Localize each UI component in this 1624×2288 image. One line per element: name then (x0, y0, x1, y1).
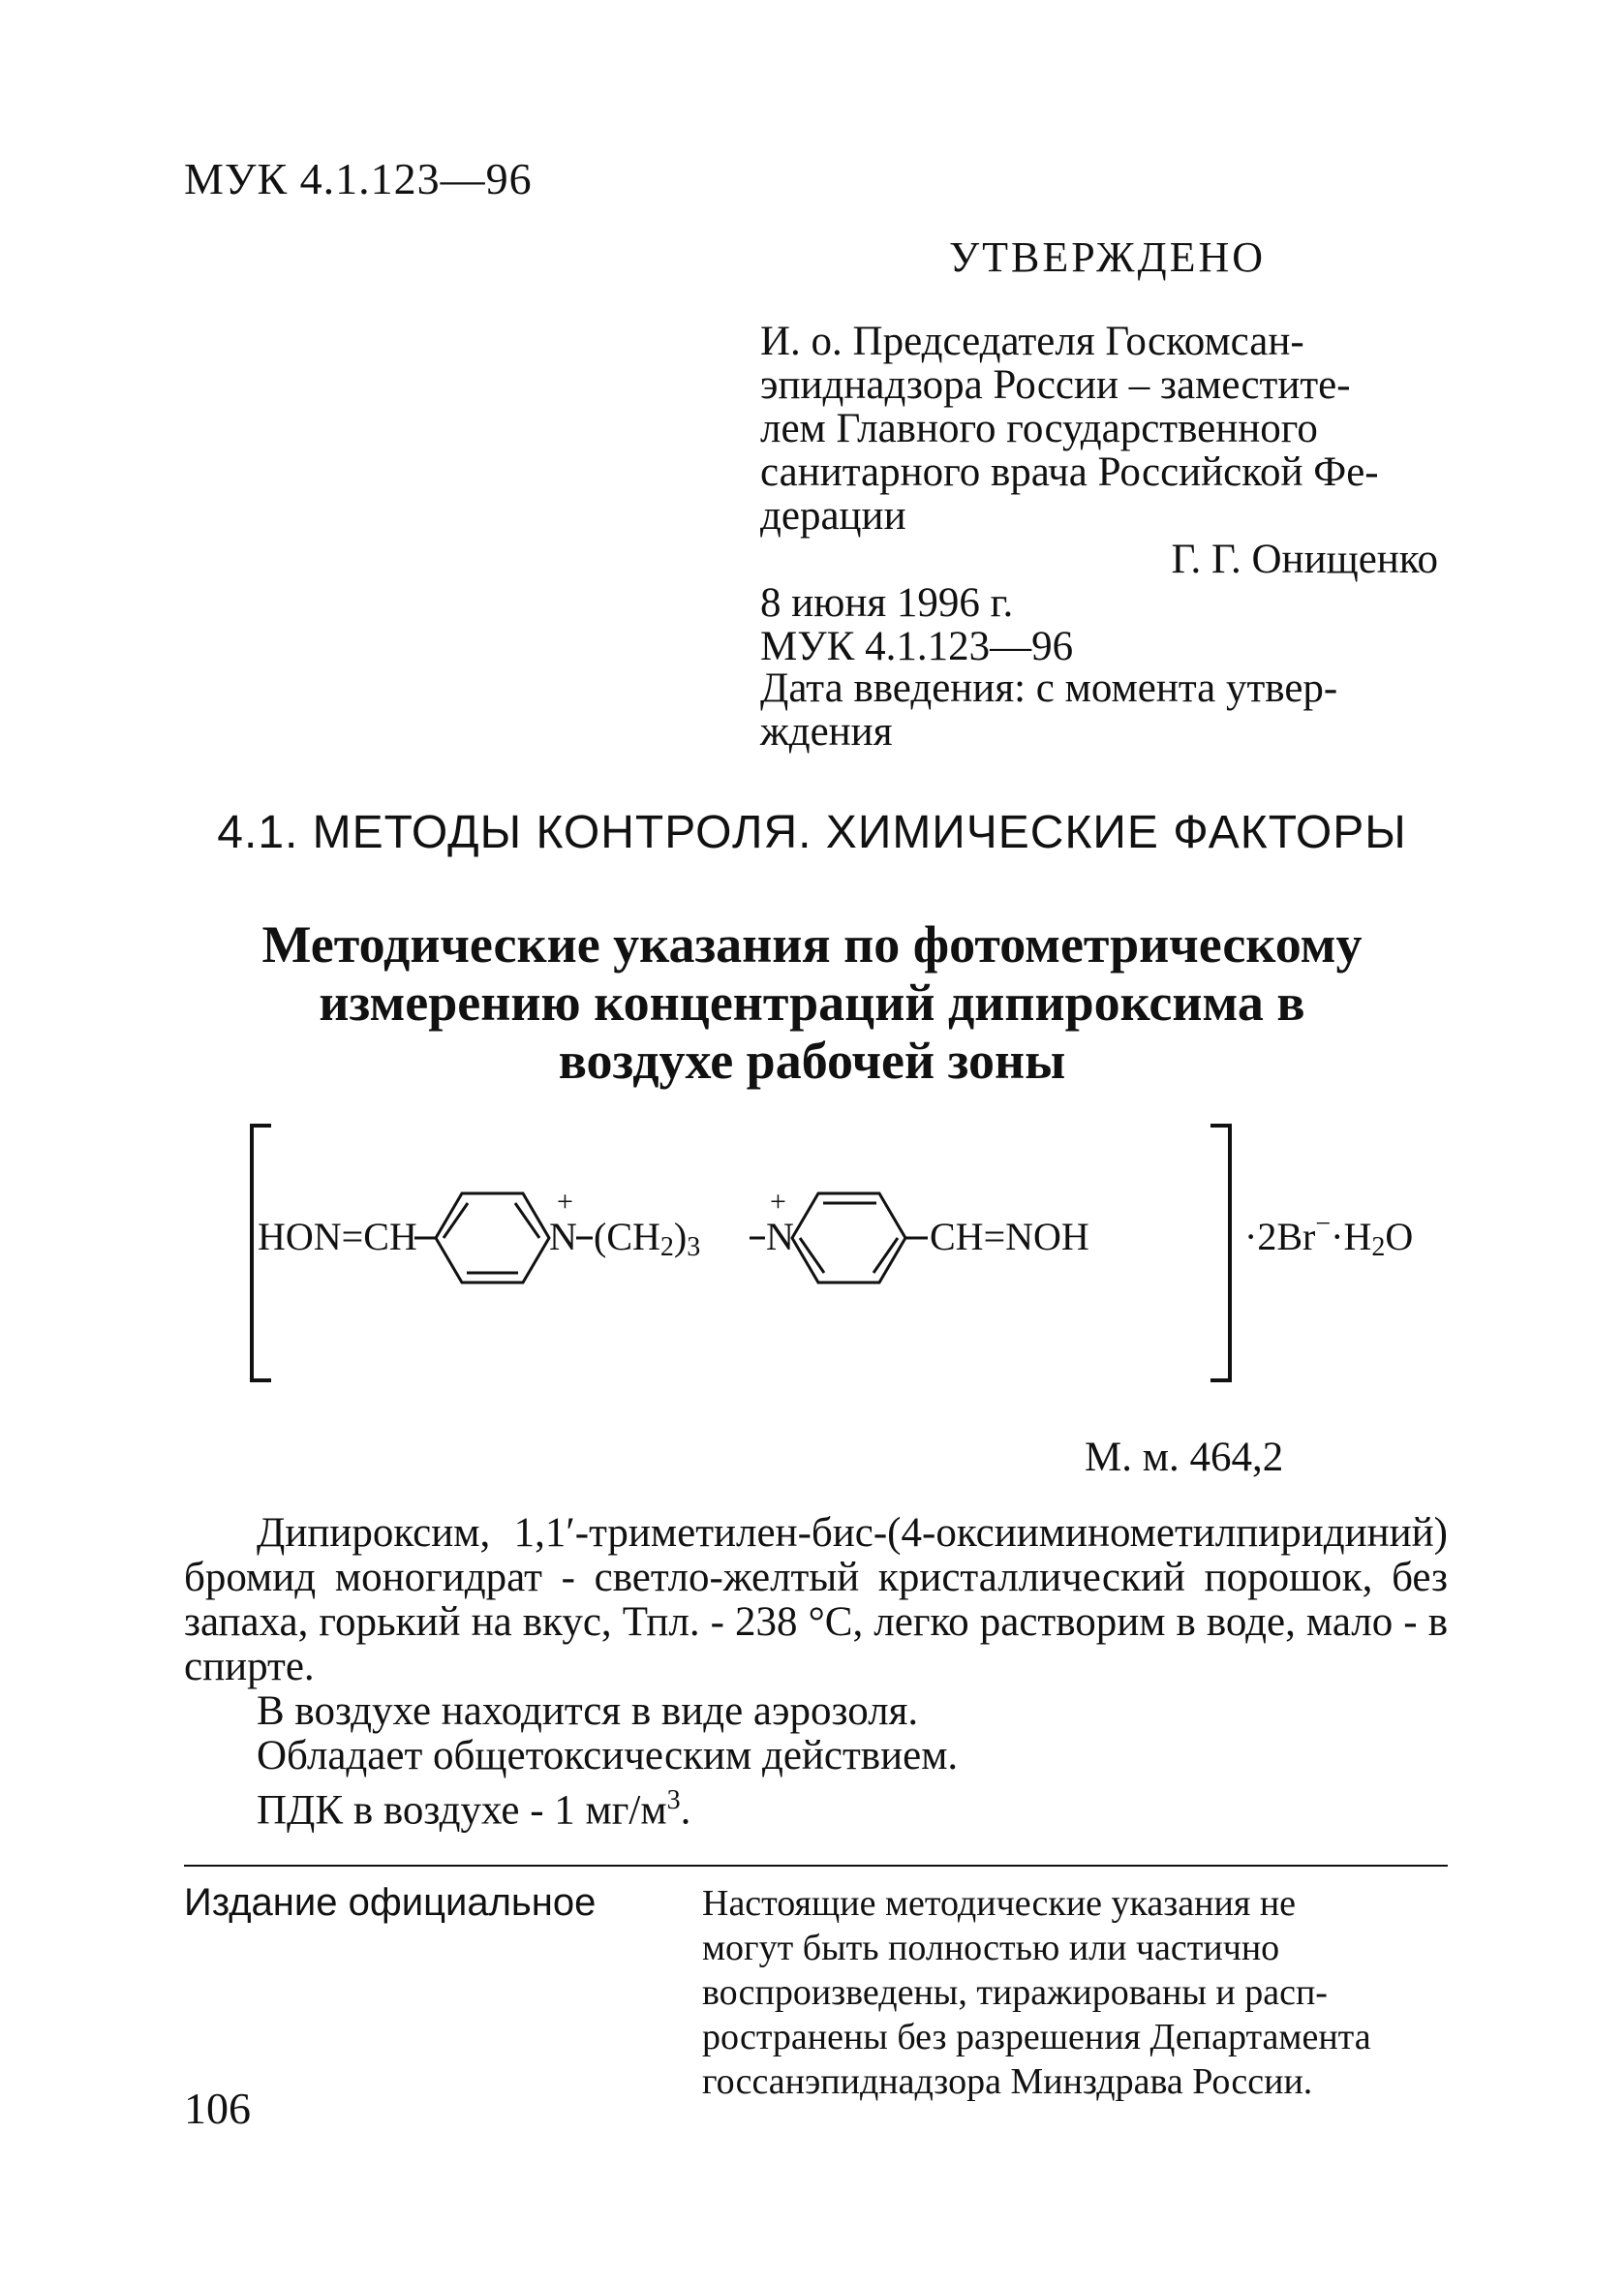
notice-line: Настоящие методические указания не (702, 1883, 1297, 1924)
official-edition-label: Издание официальное (184, 1881, 597, 1924)
description-text (184, 1511, 1448, 1833)
notice-line: могут быть полностью или частично (702, 1928, 1280, 1968)
document-title (145, 915, 1479, 1090)
molar-mass: М. м. 464,2 (1085, 1435, 1284, 1480)
counter-ion: ·2Br−·H2O (1244, 1209, 1414, 1262)
description-paragraph: Дипироксим, 1,1′-триметилен-бис-(4-оксииминометилпиридиний) бромид моногидрат - светло-желтый кристаллический порошок, без запаха, горький на вкус, Тпл. - 238 °С, легко растворим в воде, мало - в спирте. (184, 1510, 1448, 1689)
mac-value: ПДК в воздухе - 1 $мг/м^3$. (257, 1785, 691, 1834)
pyridine-ring-right (792, 1193, 905, 1283)
page-number: 106 (184, 2084, 251, 2133)
formula-left-group: HON=CH (258, 1215, 417, 1258)
approver-line: дерации (760, 493, 906, 539)
description-paragraph: В воздухе находится в виде аэрозоля. (257, 1688, 919, 1734)
approved-stamp: УТВЕРЖДЕНО (949, 233, 1267, 281)
approver-line: И. о. Председателя Госкомсан- (760, 319, 1304, 364)
notice-line: госсанэпиднадзора Минздрава России. (702, 2061, 1313, 2102)
right-bracket (1210, 1126, 1230, 1380)
approver-line: санитарного врача Российской Фе- (760, 449, 1379, 495)
effective-date-line: ждения (760, 709, 893, 755)
effective-date-line: Дата введения: с момента утвер- (760, 665, 1338, 711)
document-code-repeat: МУК 4.1.123—96 (760, 624, 1074, 669)
propylene-linker: (CH2)3 (594, 1215, 701, 1262)
approver-line: лем Главного государственного (760, 406, 1318, 451)
notice-line: воспроизведены, тиражированы и расп- (702, 1972, 1328, 2013)
approval-date: 8 июня 1996 г. (760, 580, 1014, 626)
pyridinium-n-right: N (766, 1215, 794, 1258)
approver-block (760, 320, 1438, 538)
charge-plus-right: + (770, 1186, 786, 1218)
pyridine-ring-left (436, 1193, 549, 1283)
description-paragraph: Обладает общетоксическим действием. (257, 1733, 959, 1778)
charge-plus-left: + (557, 1186, 573, 1218)
document-code: МУК 4.1.123—96 (184, 154, 533, 203)
approver-line: эпиднадзора России – заместите- (760, 362, 1351, 408)
footer-divider (184, 1865, 1448, 1867)
pyridinium-n-left: N (549, 1215, 577, 1258)
effective-date (760, 666, 1438, 754)
formula-right-group: CH=NOH (930, 1215, 1089, 1258)
copyright-notice (702, 1881, 1448, 2104)
title-line: воздухе рабочей зоны (558, 1032, 1066, 1090)
title-line: Методические указания по фотометрическому (261, 915, 1363, 974)
title-line: измерению концентраций дипироксима в (319, 974, 1305, 1032)
section-heading: 4.1. МЕТОДЫ КОНТРОЛЯ. ХИМИЧЕСКИЕ ФАКТОРЫ (217, 807, 1407, 858)
signer-name: Г. Г. Онищенко (1171, 537, 1438, 582)
structural-formula (242, 1114, 1453, 1395)
notice-line: ространены без разрешения Департамента (702, 2017, 1371, 2057)
